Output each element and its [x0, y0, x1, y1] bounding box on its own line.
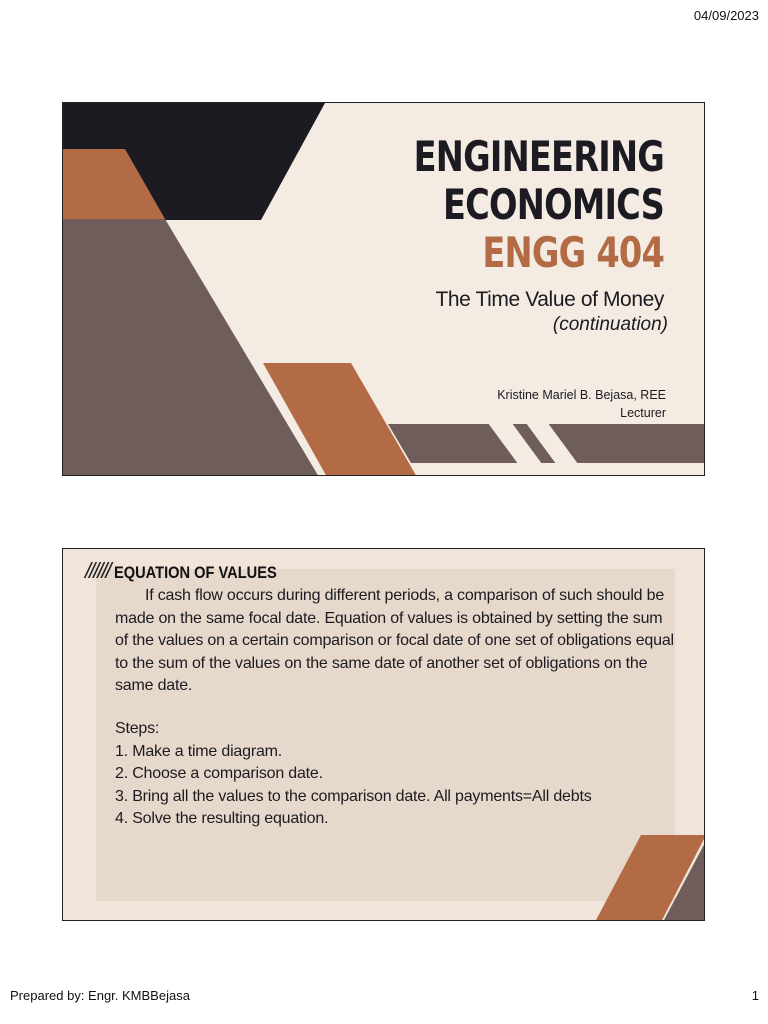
footer-prepared-by: Prepared by: Engr. KMBBejasa — [10, 988, 190, 1003]
steps-label: Steps: — [115, 720, 160, 737]
title-line-2: ECONOMICS — [442, 180, 664, 229]
heading-text: EQUATION OF VALUES — [113, 563, 277, 582]
taupe-large-shape — [63, 219, 319, 476]
section-heading — [85, 558, 303, 584]
definition-paragraph — [115, 585, 675, 698]
content-slide — [62, 548, 705, 921]
subtitle: The Time Value of Money — [435, 288, 664, 311]
steps-list — [115, 718, 675, 831]
title-block — [351, 133, 664, 277]
step-item: 1. Make a time diagram. — [115, 742, 283, 760]
title-slide — [62, 102, 705, 476]
step-item: 3. Bring all the values to the comparison date. All payments=All debts — [115, 787, 592, 805]
subtitle-note: (continuation) — [552, 314, 668, 335]
paragraph-text: If cash flow occurs during different periods, a comparison of such should be made on the same focal date. Equation of values is obtained by setting the sum of the values on a certain comparison or focal date of one set of obligations equal to the sum of the values on the same date of another set of obligations on the same date. — [115, 587, 674, 695]
title-line-1: ENGINEERING — [413, 132, 664, 181]
author-block — [497, 386, 666, 422]
heading-slashes: ////// — [85, 558, 110, 583]
page-number: 1 — [751, 988, 759, 1003]
author-role: Lecturer — [620, 406, 666, 420]
course-code: ENGG 404 — [482, 228, 664, 277]
step-item: 2. Choose a comparison date. — [115, 765, 323, 783]
author-name: Kristine Mariel B. Bejasa, REE — [497, 388, 666, 402]
step-item: 4. Solve the resulting equation. — [115, 810, 329, 828]
page-date: 04/09/2023 — [693, 8, 759, 23]
